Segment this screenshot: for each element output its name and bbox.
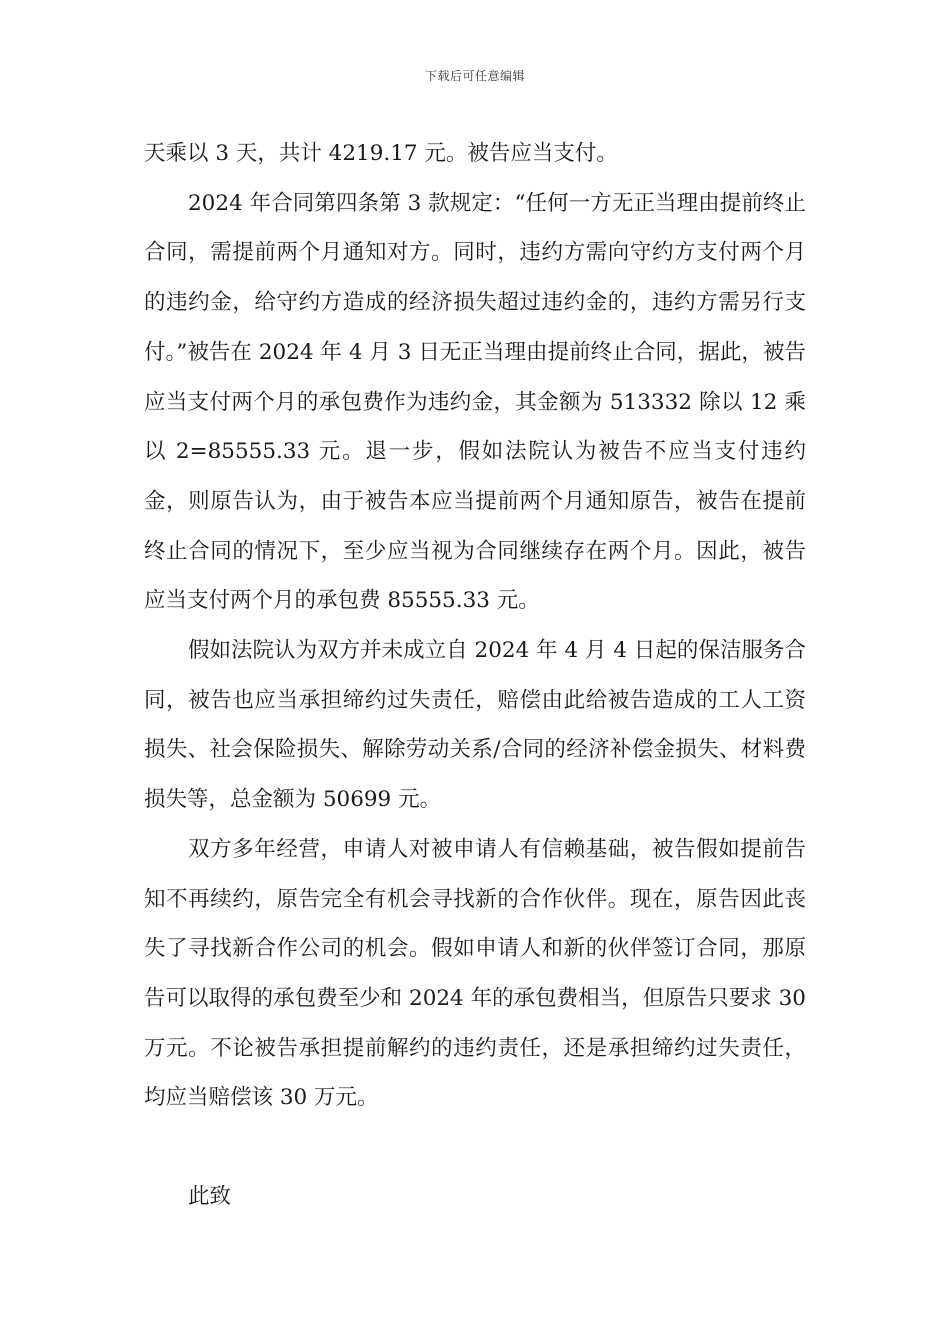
closing-salutation: 此致 xyxy=(188,1184,232,1209)
paragraph-precontract-liability: 假如法院认为双方并未成立自 2024 年 4 月 4 日起的保洁服务合同，被告也应当承担缔约过失责任，赔偿由此给被告造成的工人工资损失、社会保险损失、解除劳动关系/合同的经济补偿金损失、材料费损失等，总金额为 50699 元。 xyxy=(144,638,806,813)
paragraph-continuation: 天乘以 3 天，共计 4219.17 元。被告应当支付。 xyxy=(144,141,618,166)
paragraph-contract-clause: 2024 年合同第四条第 3 款规定：“任何一方无正当理由提前终止合同，需提前两个月通知对方。同时，违约方需向守约方支付两个月的违约金，给守约方造成的经济损失超过违约金的，违约方需另行支付。”被告在 2024 年 4 月 3 日无正当理由提前终止合同，据此，被告应当支付两个月的承包费作为违约金，其金额为 513332 除以 12 乘以 2=85555.33 元。退一步，假如法院认为被告不应当支付违约金，则原告认为，由于被告本应当提前两个月通知原告，被告在提前终止合同的情况下，至少应当视为合同继续存在两个月。因此，被告应当支付两个月的承包费 85555.33 元。 xyxy=(144,190,806,614)
page-header-note: 下载后可任意编辑 xyxy=(424,69,525,83)
document-body xyxy=(144,129,806,1123)
paragraph-loss-of-opportunity: 双方多年经营，申请人对被申请人有信赖基础，被告假如提前告知不再续约，原告完全有机会寻找新的合作伙伴。现在，原告因此丧失了寻找新合作公司的机会。假如申请人和新的伙伴签订合同，那原告可以取得的承包费至少和 2024 年的承包费相当，但原告只要求 30 万元。不论被告承担提前解约的违约责任，还是承担缔约过失责任，均应当赔偿该 30 万元。 xyxy=(144,836,806,1111)
